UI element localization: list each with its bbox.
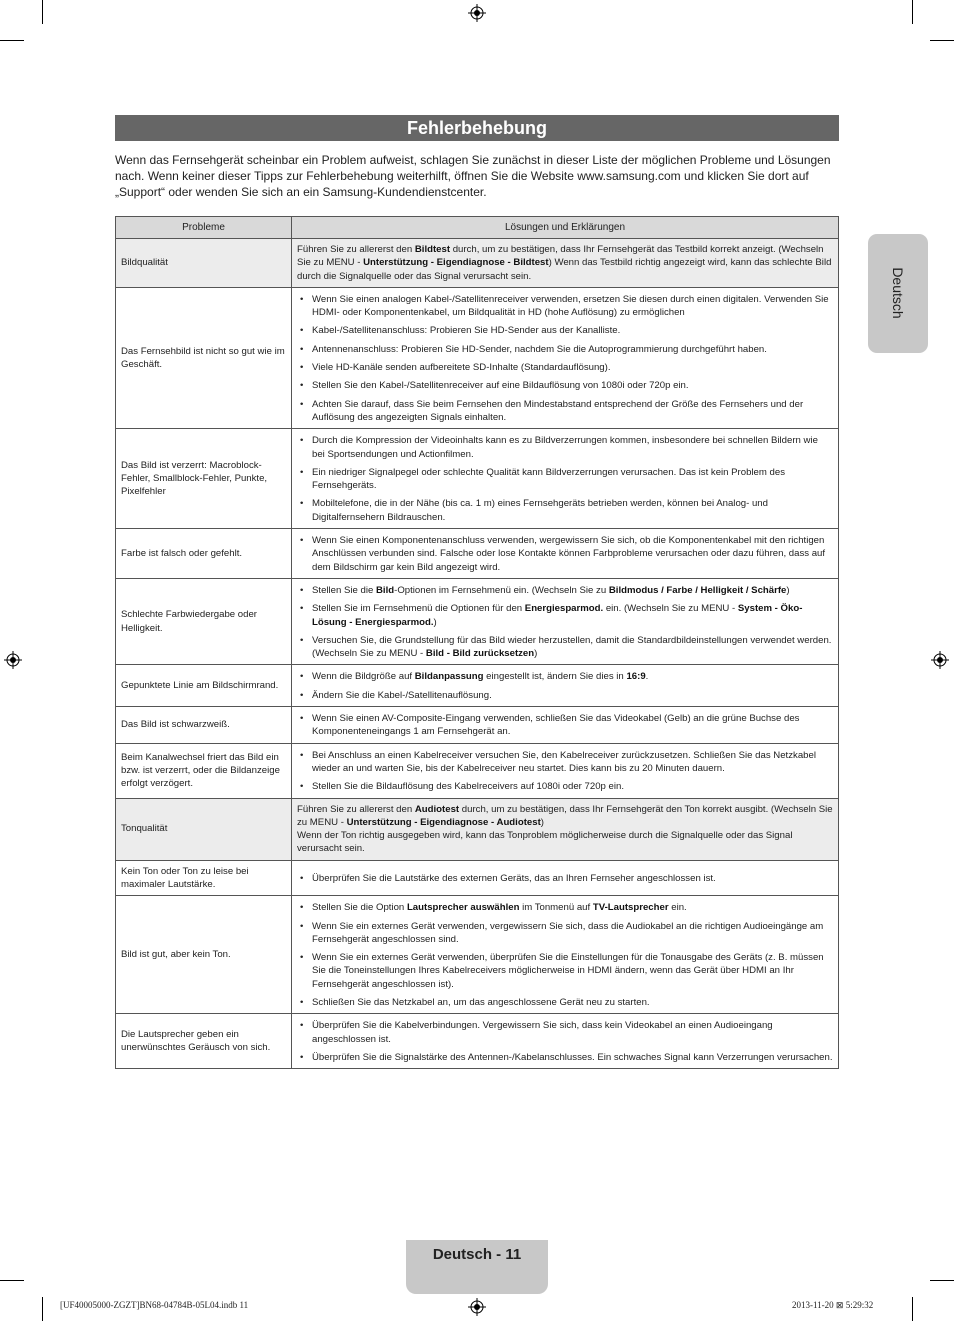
table-row bbox=[116, 578, 839, 664]
solution-list bbox=[297, 872, 833, 885]
crop-mark bbox=[930, 40, 954, 41]
solution-cell bbox=[292, 287, 839, 428]
problem-cell: Das Fernsehbild ist nicht so gut wie im Geschäft. bbox=[116, 287, 292, 428]
list-item: • Ändern Sie die Kabel-/Satellitenauflösung. bbox=[297, 689, 833, 702]
list-item: • Überprüfen Sie die Lautstärke des externen Geräts, das an Ihren Fernseher angeschlossen ist. bbox=[297, 872, 833, 885]
solution-list bbox=[297, 534, 833, 574]
list-item: • Wenn Sie einen analogen Kabel-/Satellitenreceiver verwenden, ersetzen Sie diesen durch einen digitalen. Verwenden Sie HDMI- oder Komponentenkabel, um Bildqualität in HD (hohe Auflösung) zu ermöglichen bbox=[297, 293, 833, 320]
table-row bbox=[116, 1014, 839, 1069]
page-title: Fehlerbehebung bbox=[115, 115, 839, 141]
solution-list bbox=[297, 670, 833, 702]
list-item: • Wenn Sie ein externes Gerät verwenden, überprüfen Sie die Einstellungen für die Tonausgabe des Geräts (z. B. müssen Sie die Toneinstellungen Ihres Kabelreceivers möglicherweise in HDMI ändern, wenn das Gerät über HDMI an Ihr Fernsehgerät angeschlossen ist). bbox=[297, 951, 833, 991]
solution-list bbox=[297, 1019, 833, 1064]
page-number: Deutsch - 11 bbox=[432, 1246, 522, 1263]
list-item: • Wenn die Bildgröße auf Bildanpassung eingestellt ist, ändern Sie dies in 16:9. bbox=[297, 670, 833, 683]
print-slug-file: [UF40005000-ZGZT]BN68-04784B-05L04.indb 11 bbox=[60, 1300, 249, 1310]
solution-cell bbox=[292, 429, 839, 529]
list-item: • Stellen Sie den Kabel-/Satellitenreceiver auf eine Bildauflösung von 1080i oder 720p ein. bbox=[297, 379, 833, 392]
table-row bbox=[116, 287, 839, 428]
solution-cell bbox=[292, 578, 839, 664]
registration-mark-icon bbox=[4, 651, 22, 669]
list-item: • Achten Sie darauf, dass Sie beim Fernsehen den Mindestabstand entsprechend der Größe des Fernsehers und der Auflösung des angezeigten Signals einhalten. bbox=[297, 398, 833, 425]
solution-cell bbox=[292, 860, 839, 896]
problem-cell: Kein Ton oder Ton zu leise bei maximaler Lautstärke. bbox=[116, 860, 292, 896]
problem-cell: Die Lautsprecher geben ein unerwünschtes Geräusch von sich. bbox=[116, 1014, 292, 1069]
solution-cell bbox=[292, 665, 839, 707]
table-header-row bbox=[116, 217, 839, 239]
table-row bbox=[116, 665, 839, 707]
side-tab-label: Deutsch bbox=[890, 267, 906, 319]
crop-mark bbox=[912, 1297, 913, 1321]
list-item: • Bei Anschluss an einen Kabelreceiver versuchen Sie, den Kabelreceiver zurückzusetzen. Schließen Sie das Netzkabel wieder an und warten Sie, bis der Kabelreceiver neu startet. Dies kann bis zu 20 Minuten dauern. bbox=[297, 749, 833, 776]
registration-mark-icon bbox=[931, 651, 949, 669]
list-item: • Wenn Sie ein externes Gerät verwenden, vergewissern Sie sich, dass die Audiokabel an die richtigen Audioeingänge am Fernsehgerät angeschlossen sind. bbox=[297, 920, 833, 947]
list-item: • Wenn Sie einen Komponentenanschluss verwenden, wergewissern Sie sich, ob die Komponentenkabel mit den richtigen Anschlüssen verbunden sind. Falsche oder lose Kontakte können Farbprobleme verursachen oder dazu führen, dass auf dem Bildschirm gar kein Bild angezeigt wird. bbox=[297, 534, 833, 574]
table-row bbox=[116, 707, 839, 744]
solution-cell bbox=[292, 529, 839, 579]
list-item: • Stellen Sie im Fernsehmenü die Optionen für den Energiesparmod. ein. (Wechseln Sie zu MENU - System - Öko-Lösung - Energiesparmod.) bbox=[297, 602, 833, 629]
troubleshooting-table bbox=[115, 216, 839, 1069]
problem-cell: Schlechte Farbwiedergabe oder Helligkeit. bbox=[116, 578, 292, 664]
list-item: • Viele HD-Kanäle senden aufbereitete SD-Inhalte (Standardauflösung). bbox=[297, 361, 833, 374]
solution-cell bbox=[292, 1014, 839, 1069]
table-row bbox=[116, 798, 839, 860]
solution-list bbox=[297, 584, 833, 660]
page-number-tab bbox=[406, 1240, 548, 1294]
problem-cell: Bildqualität bbox=[116, 239, 292, 288]
list-item: • Antennenanschluss: Probieren Sie HD-Sender, nachdem Sie die Autoprogrammierung durchgeführt haben. bbox=[297, 343, 833, 356]
problem-cell: Gepunktete Linie am Bildschirmrand. bbox=[116, 665, 292, 707]
problem-cell: Das Bild ist verzerrt: Macroblock-Fehler, Smallblock-Fehler, Punkte, Pixelfehler bbox=[116, 429, 292, 529]
list-item: • Überprüfen Sie die Kabelverbindungen. Vergewissern Sie sich, dass kein Videokabel an einen Audioeingang angeschlossen ist. bbox=[297, 1019, 833, 1046]
solution-list bbox=[297, 434, 833, 524]
list-item: • Durch die Kompression der Videoinhalts kann es zu Bildverzerrungen kommen, insbesondere bei schnellen Bildern wie bei Sportsendungen und Actionfilmen. bbox=[297, 434, 833, 461]
list-item: • Überprüfen Sie die Signalstärke des Antennen-/Kabelanschlusses. Ein schwaches Signal kann Verzerrungen verursachen. bbox=[297, 1051, 833, 1064]
language-side-tab bbox=[868, 234, 928, 353]
crop-mark bbox=[912, 0, 913, 24]
crop-mark bbox=[42, 1297, 43, 1321]
list-item: • Wenn Sie einen AV-Composite-Eingang verwenden, schließen Sie das Videokabel (Gelb) an die grüne Buchse des Komponenteneingangs 1 am Fernsehgerät an. bbox=[297, 712, 833, 739]
list-item: • Stellen Sie die Bildauflösung des Kabelreceivers auf 1080i oder 720p ein. bbox=[297, 780, 833, 793]
problem-cell: Beim Kanalwechsel friert das Bild ein bzw. ist verzerrt, oder die Bildanzeige erfolgt verzögert. bbox=[116, 743, 292, 798]
solution-cell bbox=[292, 743, 839, 798]
crop-mark bbox=[0, 1280, 24, 1281]
list-item: • Ein niedriger Signalpegel oder schlechte Qualität kann Bildverzerrungen verursachen. Das ist kein Problem des Fernsehgeräts. bbox=[297, 466, 833, 493]
problem-cell: Das Bild ist schwarzweiß. bbox=[116, 707, 292, 744]
crop-mark bbox=[930, 1280, 954, 1281]
solution-list bbox=[297, 293, 833, 424]
problem-cell: Bild ist gut, aber kein Ton. bbox=[116, 896, 292, 1014]
registration-mark-icon bbox=[468, 4, 486, 22]
problem-cell: Tonqualität bbox=[116, 798, 292, 860]
list-item: • Mobiltelefone, die in der Nähe (bis ca. 1 m) eines Fernsehgeräts betrieben werden, können bei Analog- und Digitalfernsehern Bildrauschen. bbox=[297, 497, 833, 524]
table-row bbox=[116, 743, 839, 798]
column-header-problems: Probleme bbox=[116, 217, 292, 239]
problem-cell: Farbe ist falsch oder gefehlt. bbox=[116, 529, 292, 579]
list-item: • Kabel-/Satellitenanschluss: Probieren Sie HD-Sender aus der Kanalliste. bbox=[297, 324, 833, 337]
list-item: • Versuchen Sie, die Grundstellung für das Bild wieder herzustellen, damit die Standardbildeinstellungen verwendet werden. (Wechseln Sie zu MENU - Bild - Bild zurücksetzen) bbox=[297, 634, 833, 661]
table-row bbox=[116, 529, 839, 579]
column-header-solutions: Lösungen und Erklärungen bbox=[292, 217, 839, 239]
solution-cell bbox=[292, 707, 839, 744]
table-row bbox=[116, 239, 839, 288]
solution-cell bbox=[292, 896, 839, 1014]
crop-mark bbox=[42, 0, 43, 24]
registration-mark-icon bbox=[468, 1298, 486, 1316]
print-slug-timestamp: 2013-11-20 ⊠ 5:29:32 bbox=[792, 1300, 874, 1310]
table-row bbox=[116, 860, 839, 896]
list-item: • Schließen Sie das Netzkabel an, um das angeschlossene Gerät neu zu starten. bbox=[297, 996, 833, 1009]
table-row bbox=[116, 896, 839, 1014]
crop-mark bbox=[0, 40, 24, 41]
list-item: • Stellen Sie die Bild-Optionen im Fernsehmenü ein. (Wechseln Sie zu Bildmodus / Farbe / Helligkeit / Schärfe) bbox=[297, 584, 833, 597]
solution-list bbox=[297, 749, 833, 794]
list-item: • Stellen Sie die Option Lautsprecher auswählen im Tonmenü auf TV-Lautsprecher ein. bbox=[297, 901, 833, 914]
solution-cell: Führen Sie zu allererst den Bildtest durch, um zu bestätigen, dass Ihr Fernsehgerät das Testbild korrekt anzeigt. (Wechseln Sie zu MENU - Unterstützung - Eigendiagnose - Bildtest) Wenn das Testbild richtig angezeigt wird, kann das schlechte Bild durch die Signalquelle oder das Signal verursacht sein. bbox=[292, 239, 839, 288]
solution-list bbox=[297, 712, 833, 739]
table-row bbox=[116, 429, 839, 529]
intro-paragraph: Wenn das Fernsehgerät scheinbar ein Problem aufweist, schlagen Sie zunächst in dieser Liste der möglichen Probleme und Lösungen nach. Wenn keiner dieser Tipps zur Fehlerbehebung weiterhilft, öffnen Sie die Website www.samsung.com und klicken Sie dort auf „Support“ oder wenden Sie sich an ein Samsung-Kundendienstcenter. bbox=[115, 153, 831, 199]
solution-list bbox=[297, 901, 833, 1009]
solution-cell: Führen Sie zu allererst den Audiotest durch, um zu bestätigen, dass Ihr Fernsehgerät den Ton korrekt ausgibt. (Wechseln Sie zu MENU - Unterstützung - Eigendiagnose - Audiotest) Wenn der Ton richtig ausgegeben wird, kann das Tonproblem möglicherweise durch die Signalquelle oder das Signal verursacht sein. bbox=[292, 798, 839, 860]
